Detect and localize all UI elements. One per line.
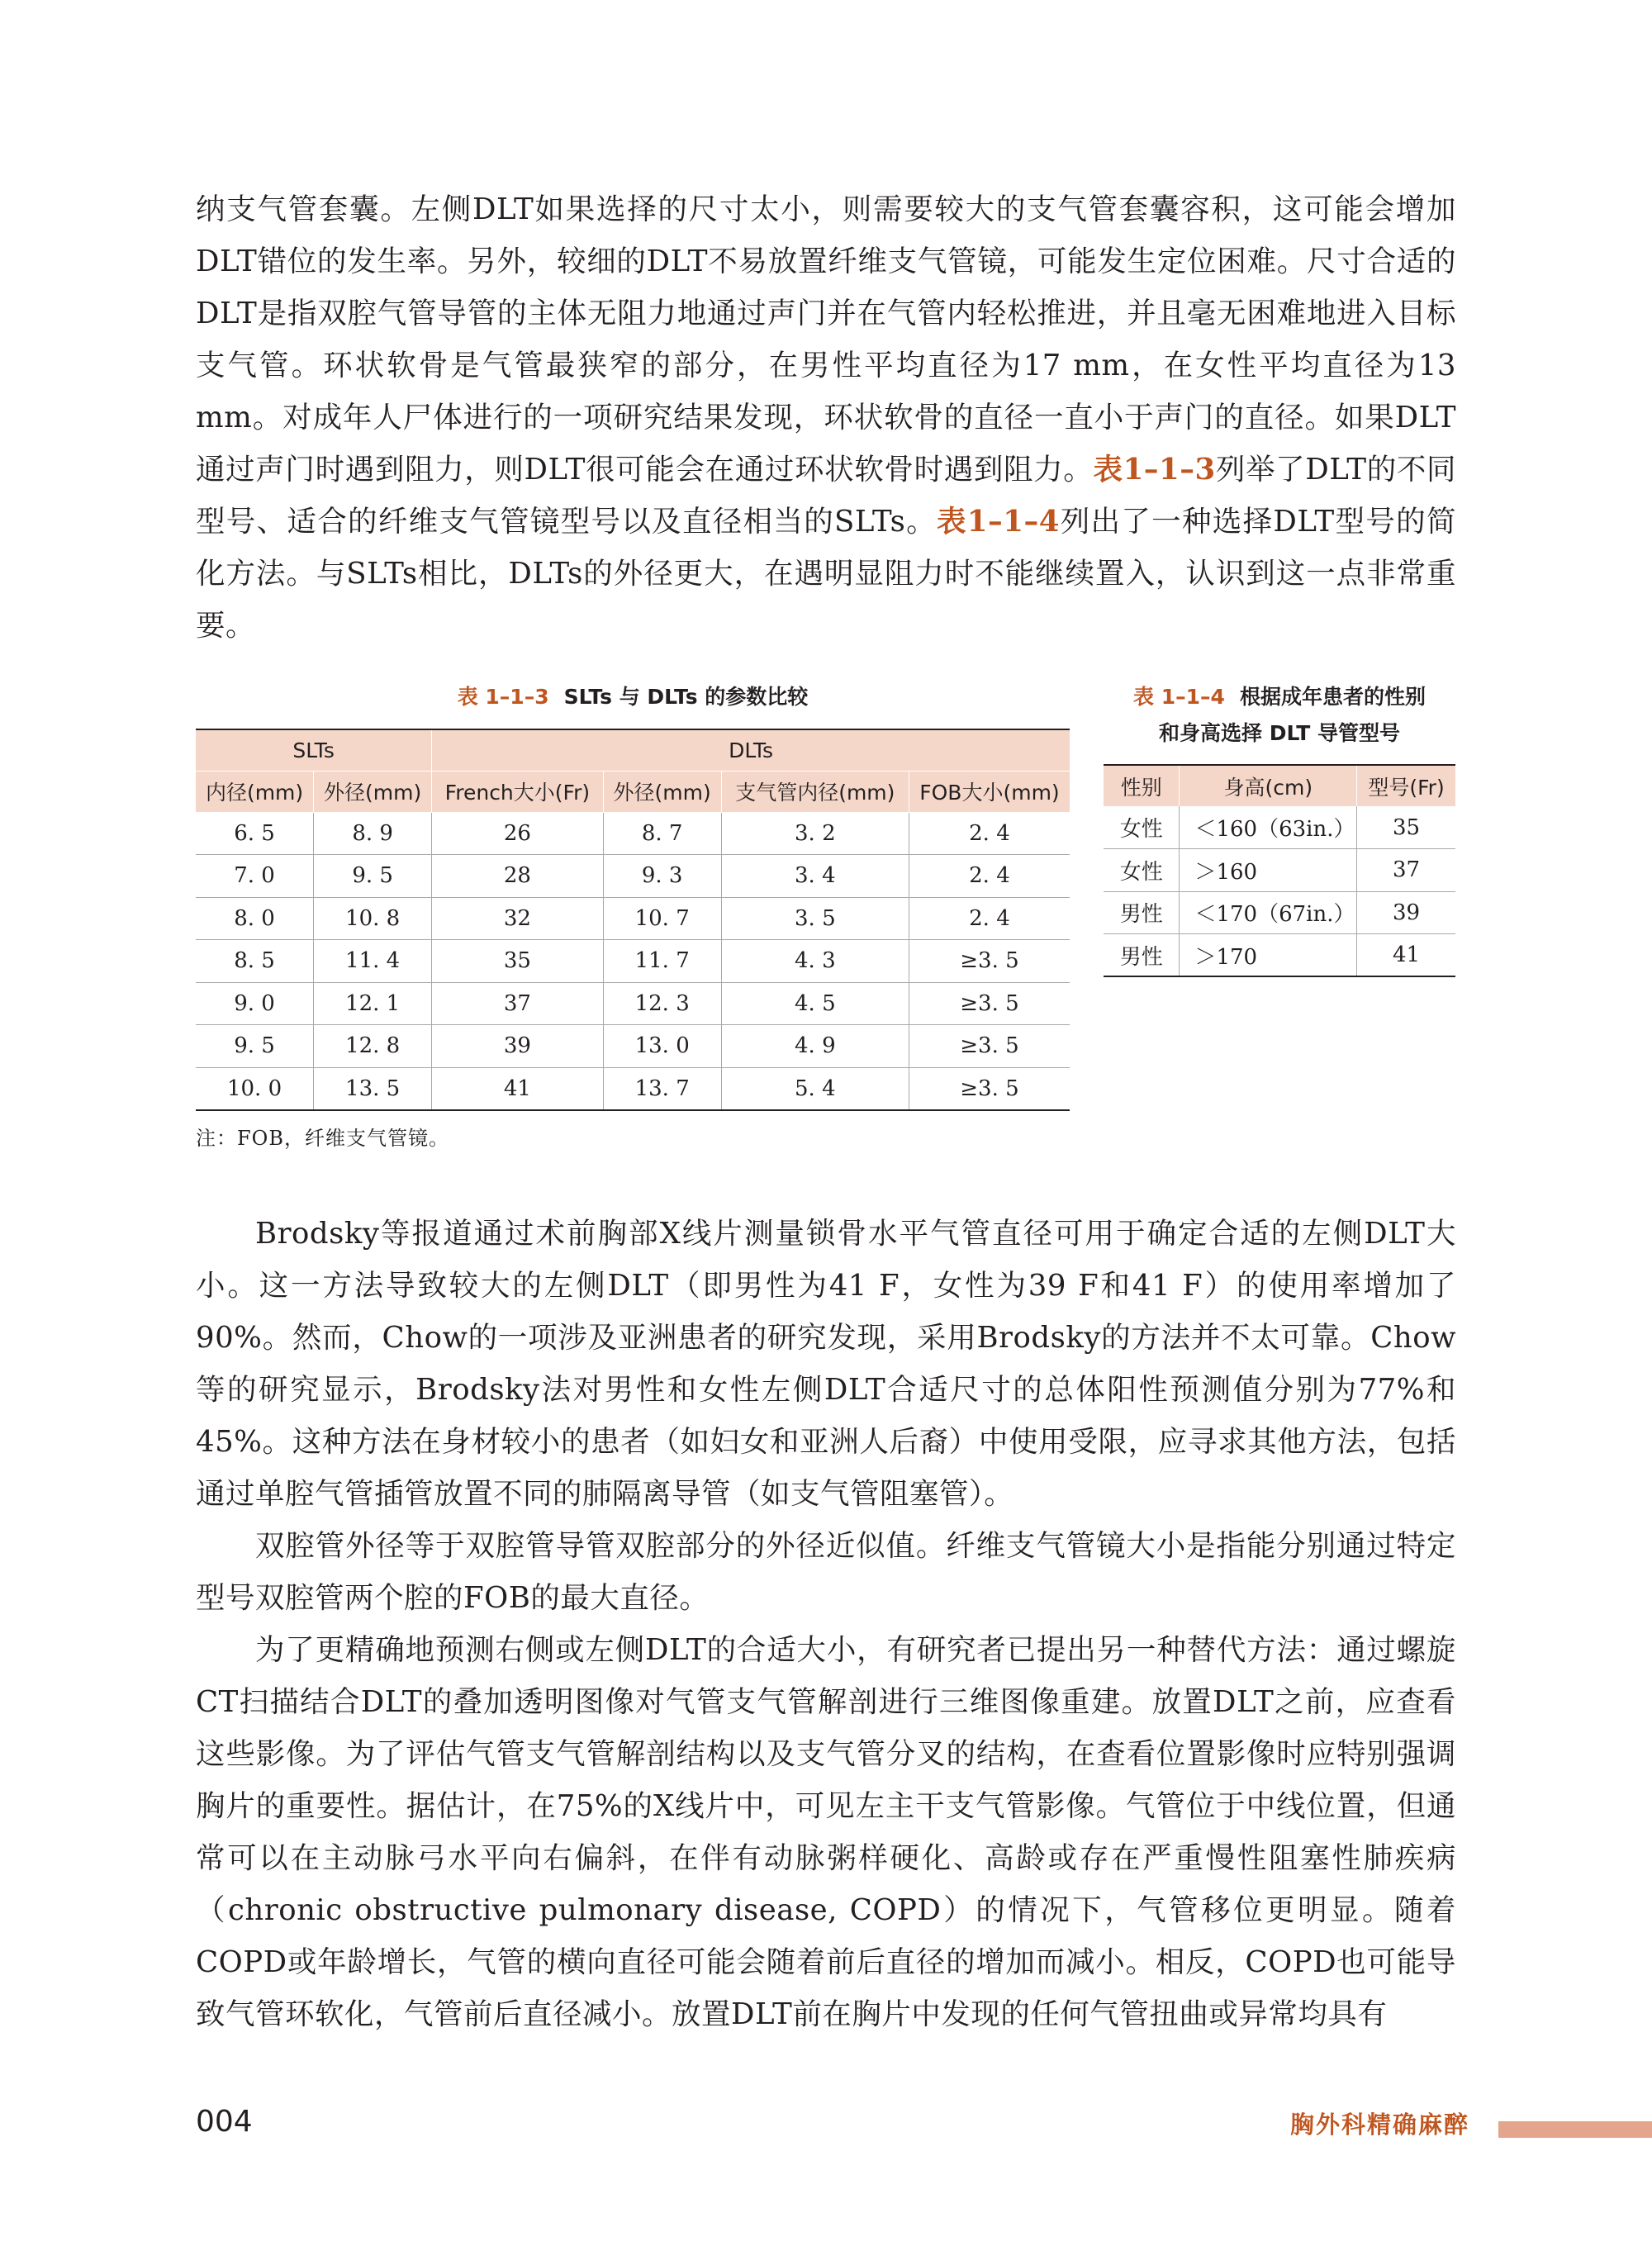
table-cell: 37 [1357,849,1455,892]
table-cell: 9. 5 [314,855,432,898]
table-cell: ≥3. 5 [909,940,1070,983]
table-cell: 13. 0 [603,1025,721,1068]
table-cell: 10. 0 [196,1067,314,1110]
table-cell: 男性 [1104,934,1180,977]
table-cell: ≥3. 5 [909,1025,1070,1068]
table-cell: ＜170（67in.） [1180,891,1357,934]
table-ref-1-1-3: 表1–1–3 [1093,453,1216,487]
table-cell: ＜160（63in.） [1180,806,1357,849]
table-row [196,940,1070,983]
table-cell: 6. 5 [196,812,314,855]
table-1-1-3-caption-title: SLTs 与 DLTs 的参数比较 [563,685,809,709]
table-cell: 4. 9 [721,1025,909,1068]
table-cell: 41 [1357,934,1455,977]
table-1-1-4-caption-number: 表 1–1–4 [1133,685,1225,709]
table-cell: 8. 7 [603,812,721,855]
table-cell: 12. 1 [314,982,432,1025]
table-cell: 11. 4 [314,940,432,983]
table-ref-1-1-4: 表1–1–4 [937,505,1060,539]
table-cell: 12. 8 [314,1025,432,1068]
table-1-1-3-header: 外径(mm) [603,771,721,812]
table-1-1-4-header: 身高(cm) [1180,765,1357,806]
table-cell: 女性 [1104,806,1180,849]
table-row [1104,806,1455,849]
table-cell: 8. 9 [314,812,432,855]
paragraph-1-text-a: 纳支气管套囊。左侧DLT如果选择的尺寸太小，则需要较大的支气管套囊容积，这可能会增加DLT错位的发生率。另外，较细的DLT不易放置纤维支气管镜，可能发生定位困难。尺寸合适的DLT是指双腔气管导管的主体无阻力地通过声门并在气管内轻松推进，并且毫无困难地进入目标支气管。环状软骨是气管最狭窄的部分，在男性平均直径为17 mm，在女性平均直径为13 mm。对成年人尸体进行的一项研究结果发现，环状软骨的直径一直小于声门的直径。如果DLT通过声门时遇到阻力，则DLT很可能会在通过环状软骨时遇到阻力。 [196,192,1456,487]
table-cell: 11. 7 [603,940,721,983]
table-1-1-3-caption-number: 表 1–1–3 [457,685,549,709]
table-cell: 8. 5 [196,940,314,983]
table-row [196,1067,1070,1110]
table-1-1-4-caption-title-b: 和身高选择 DLT 导管型号 [1158,721,1400,745]
table-cell: 9. 0 [196,982,314,1025]
footer-accent-bar [1498,2121,1652,2138]
paragraph-4: 为了更精确地预测右侧或左侧DLT的合适大小，有研究者已提出另一种替代方法：通过螺旋CT扫描结合DLT的叠加透明图像对气管支气管解剖进行三维图像重建。放置DLT之前，应查看这些影像。为了评估气管支气管解剖结构以及支气管分叉的结构，在查看位置影像时应特别强调胸片的重要性。据估计，在75%的X线片中，可见左主干支气管影像。气管位于中线位置，但通常可以在主动脉弓水平向右偏斜，在伴有动脉粥样硬化、高龄或存在严重慢性阻塞性肺疾病（chronic obstructive pulmonary disease, COPD）的情况下，气管移位更明显。随着COPD或年龄增长，气管的横向直径可能会随着前后直径的增加而减小。相反，COPD也可能导致气管环软化，气管前后直径减小。放置DLT前在胸片中发现的任何气管扭曲或异常均具有 [196,1633,1456,2031]
table-1-1-3-group-slt: SLTs [196,729,432,771]
table-cell: 12. 3 [603,982,721,1025]
table-cell: 35 [432,940,603,983]
table-cell: ≥3. 5 [909,982,1070,1025]
page-number: 004 [196,2105,253,2139]
table-cell: 26 [432,812,603,855]
table-row [196,1025,1070,1068]
table-cell: 3. 4 [721,855,909,898]
table-cell: 13. 7 [603,1067,721,1110]
table-1-1-4-header: 型号(Fr) [1357,765,1455,806]
table-cell: 2. 4 [909,812,1070,855]
table-cell: ＞170 [1180,934,1357,977]
table-cell: 32 [432,897,603,940]
running-title: 胸外科精确麻醉 [1290,2111,1470,2139]
table-1-1-3-header: French大小(Fr) [432,771,603,812]
table-row [196,855,1070,898]
table-cell: 9. 3 [603,855,721,898]
table-row [1104,891,1455,934]
table-cell: 10. 8 [314,897,432,940]
table-cell: 4. 3 [721,940,909,983]
table-cell: 2. 4 [909,855,1070,898]
table-1-1-3-header: 支气管内径(mm) [721,771,909,812]
paragraph-2: Brodsky等报道通过术前胸部X线片测量锁骨水平气管直径可用于确定合适的左侧DLT大小。这一方法导致较大的左侧DLT（即男性为41 F，女性为39 F和41 F）的使用率增加了90%。然而，Chow的一项涉及亚洲患者的研究发现，采用Brodsky的方法并不太可靠。Chow等的研究显示，Brodsky法对男性和女性左侧DLT合适尺寸的总体阳性预测值分别为77%和45%。这种方法在身材较小的患者（如妇女和亚洲人后裔）中使用受限，应寻求其他方法，包括通过单腔气管插管放置不同的肺隔离导管（如支气管阻塞管）。 [196,1217,1456,1511]
paragraph-1-text-c: 列出了一种选择DLT型号的简化方法。与SLTs相比，DLTs的外径更大，在遇明显阻力时不能继续置入，认识到这一点非常重要。 [196,505,1456,643]
table-1-1-4-header: 性别 [1104,765,1180,806]
table-1-1-4 [1104,764,1455,977]
table-cell: 3. 5 [721,897,909,940]
table-cell: 10. 7 [603,897,721,940]
table-cell: ≥3. 5 [909,1067,1070,1110]
table-1-1-3 [196,729,1070,1111]
paragraph-1 [196,183,1456,652]
table-1-1-3-header: 内径(mm) [196,771,314,812]
table-1-1-3-header: 外径(mm) [314,771,432,812]
table-row [1104,934,1455,977]
table-cell: 2. 4 [909,897,1070,940]
table-1-1-3-caption [196,679,1070,715]
table-1-1-4-caption [1104,679,1455,752]
table-cell: 8. 0 [196,897,314,940]
paragraph-1-text-b: 列举了DLT的不同型号、适合的纤维支气管镜型号以及直径相当的SLTs。 [196,453,1456,539]
table-row [196,897,1070,940]
table-cell: 4. 5 [721,982,909,1025]
table-cell: 3. 2 [721,812,909,855]
table-cell: 男性 [1104,891,1180,934]
table-1-1-4-caption-line1 [1104,679,1455,715]
table-cell: 35 [1357,806,1455,849]
table-cell: 37 [432,982,603,1025]
table-cell: 女性 [1104,849,1180,892]
table-cell: 5. 4 [721,1067,909,1110]
table-row [1104,849,1455,892]
table-1-1-3-group-dlt: DLTs [432,729,1070,771]
table-cell: 9. 5 [196,1025,314,1068]
table-1-1-3-note: 注：FOB，纤维支气管镜。 [196,1127,449,1150]
table-cell: 28 [432,855,603,898]
table-cell: 39 [1357,891,1455,934]
table-1-1-3-header: FOB大小(mm) [909,771,1070,812]
table-cell: ＞160 [1180,849,1357,892]
table-cell: 41 [432,1067,603,1110]
table-row [196,982,1070,1025]
paragraph-3: 双腔管外径等于双腔管导管双腔部分的外径近似值。纤维支气管镜大小是指能分别通过特定型号双腔管两个腔的FOB的最大直径。 [196,1529,1456,1615]
table-1-1-4-caption-title-a: 根据成年患者的性别 [1239,685,1426,709]
table-row [196,812,1070,855]
table-cell: 39 [432,1025,603,1068]
table-cell: 13. 5 [314,1067,432,1110]
table-cell: 7. 0 [196,855,314,898]
